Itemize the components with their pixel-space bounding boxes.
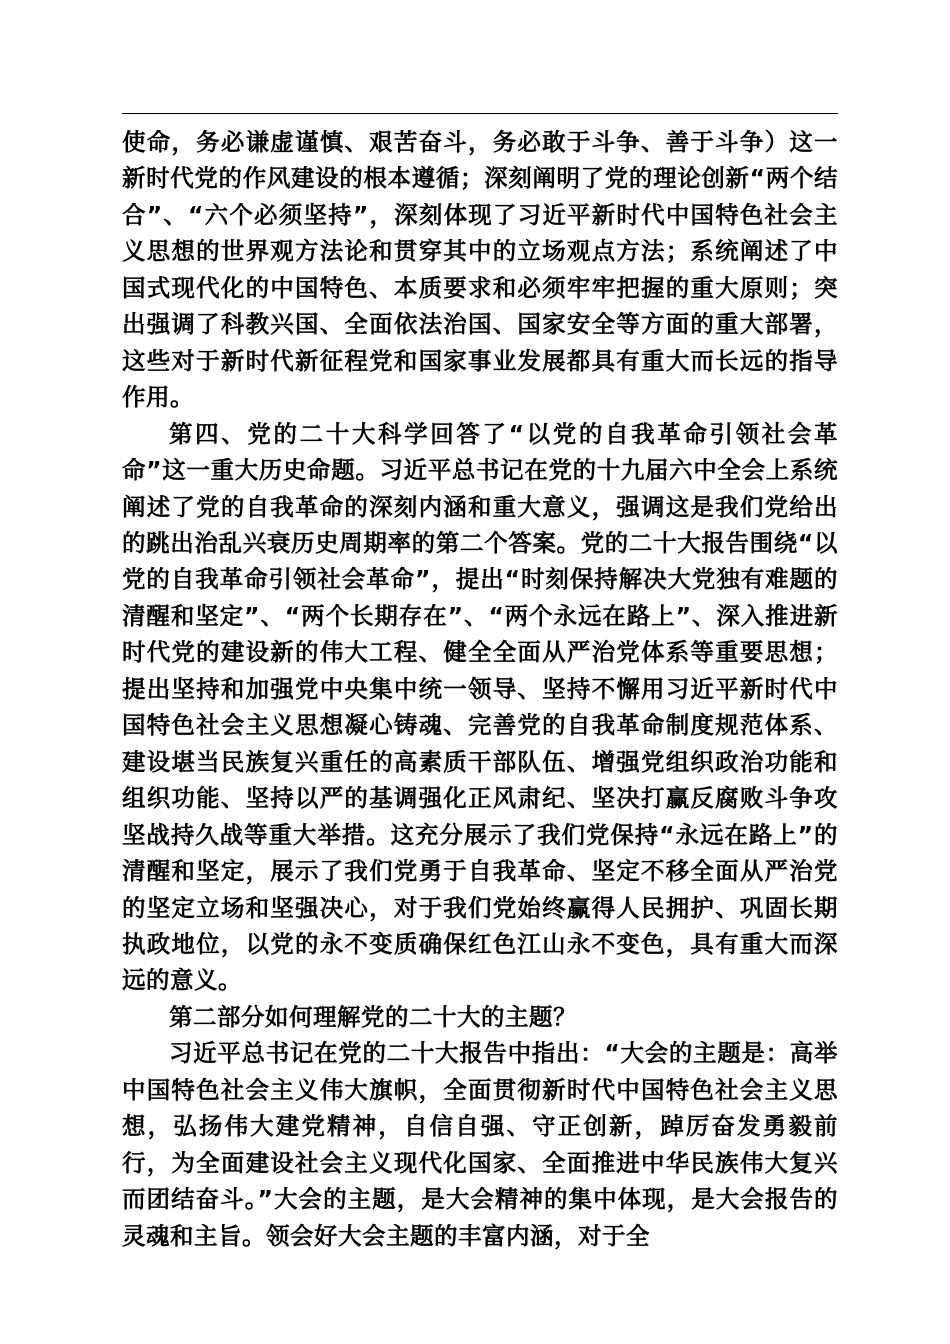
- section-heading-part-two: 第二部分如何理解党的二十大的主题？: [169, 1002, 577, 1031]
- paragraph-congress-theme: 习近平总书记在党的二十大报告中指出：“大会的主题是：高举中国特色社会主义伟大旗帜，全面贯彻新时代中国特色社会主义思想，弘扬伟大建党精神，自信自强、守正创新，踔厉奋发勇毅前行，为全面建设社会主义现代化国家、全面推进中华民族伟大复兴而团结奋斗。”大会的主题，是大会精神的集中体现，是大会报告的灵魂和主旨。领会好大会主题的丰富内涵，对于全: [122, 1039, 838, 1250]
- header-rule: [122, 113, 838, 114]
- paragraph-continuation: 使命，务必谦虚谨慎、艰苦奋斗，务必敢于斗争、善于斗争）这一新时代党的作风建设的根本遵循；深刻阐明了党的理论创新“两个结合”、“六个必须坚持”，深刻体现了习近平新时代中国特色社会主义思想的世界观方法论和贯穿其中的立场观点方法；系统阐述了中国式现代化的中国特色、本质要求和必须牢牢把握的重大原则；突出强调了科教兴国、全面依法治国、国家安全等方面的重大部署，这些对于新时代新征程党和国家事业发展都具有重大而长远的指导作用。: [122, 128, 838, 412]
- document-body: [122, 124, 838, 1254]
- paragraph-fourth-point: 第四、党的二十大科学回答了“以党的自我革命引领社会革命”这一重大历史命题。习近平总书记在党的十九届六中全会上系统阐述了党的自我革命的深刻内涵和重大意义，强调这是我们党给出的跳出治乱兴衰历史周期率的第二个答案。党的二十大报告围绕“以党的自我革命引领社会革命”，提出“时刻保持解决大党独有难题的清醒和坚定”、“两个长期存在”、“两个永远在路上”、深入推进新时代党的建设新的伟大工程、健全全面从严治党体系等重要思想；提出坚持和加强党中央集中统一领导、坚持不懈用习近平新时代中国特色社会主义思想凝心铸魂、完善党的自我革命制度规范体系、建设堪当民族复兴重任的高素质干部队伍、增强党组织政治功能和组织功能、坚持以严的基调强化正风肃纪、坚决打赢反腐败斗争攻坚战持久战等重大举措。这充分展示了我们党保持“永远在路上”的清醒和坚定，展示了我们党勇于自我革命、坚定不移全面从严治党的坚定立场和坚强决心，对于我们党始终赢得人民拥护、巩固长期执政地位，以党的永不变质确保红色江山永不变色，具有重大而深远的意义。: [122, 419, 838, 995]
